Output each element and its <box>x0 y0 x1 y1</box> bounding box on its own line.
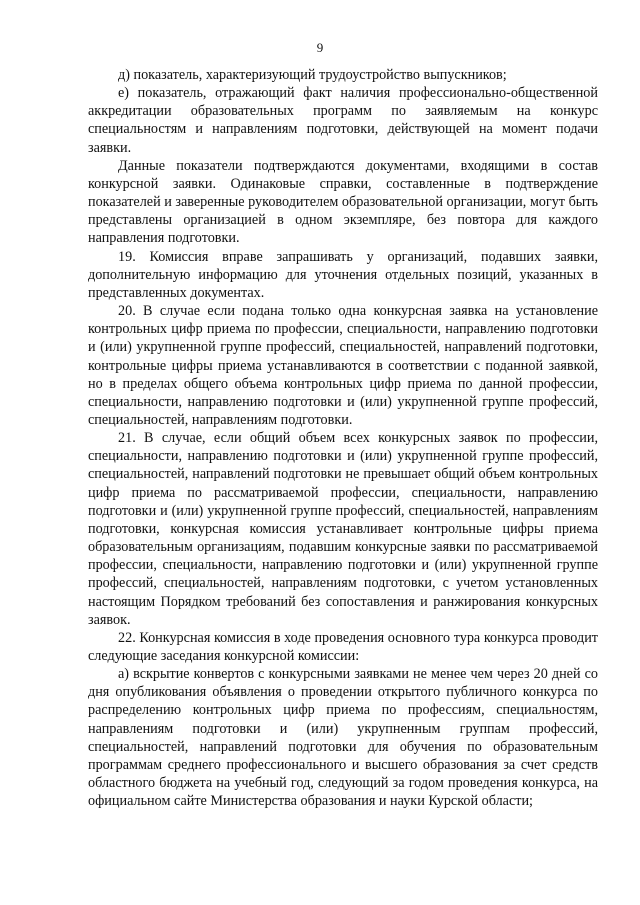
paragraph-item-e: е) показатель, отражающий факт наличия профессионально-общественной аккредитации образовательных программ по заявляемым на конкурс специальностям и направлениям подготовки, действующей на момент подачи заявки. <box>88 85 598 156</box>
paragraph-item-d: д) показатель, характеризующий трудоустройство выпускников; <box>118 67 507 83</box>
paragraph-clause-22: 22. Конкурсная комиссия в ходе проведения основного тура конкурса проводит следующие заседания конкурсной комиссии: <box>88 629 598 664</box>
paragraph-clause-19: 19. Комиссия вправе запрашивать у организаций, подавших заявки, дополнительную информацию для уточнения отдельных позиций, указанных в представленных документах. <box>88 248 598 301</box>
paragraph-clause-20: 20. В случае если подана только одна конкурсная заявка на установление контрольных цифр приема по профессии, специальности, направлению подготовки и (или) укрупненной группе профессий, специальностей, направлений подготовки, контрольные цифры приема устанавливаются в соответствии с поданной заявкой, но в пределах общего объема контрольных цифр приема по данной профессии, специальности, направлению подготовки и (или) укрупненной группе профессий, специальностей, направлениям подготовки. <box>88 303 598 428</box>
paragraph-indicators-confirmation: Данные показатели подтверждаются документами, входящими в состав конкурсной заявки. Одинаковые справки, составленные в подтверждение показателей и заверенные руководителем образовательной организации, могут быть представлены организацией в одном экземпляре, без повтора для каждого направления подготовки. <box>88 157 598 247</box>
page-number: 9 <box>316 40 324 55</box>
paragraph-clause-22-a: а) вскрытие конвертов с конкурсными заявками не менее чем через 20 дней со дня опубликования объявления о проведении открытого публичного конкурса по распределению контрольных цифр приема по профессиям, специальностям, направлениям подготовки и (или) укрупненным группам профессий, специальностей, направлений подготовки для обучения по образовательным программам среднего профессионального и высшего образования за счет средств областного бюджета на учебный год, следующий за годом проведения конкурса, на официальном сайте Министерства образования и науки Курской области; <box>88 666 598 810</box>
document-body <box>88 66 598 810</box>
paragraph-clause-21: 21. В случае, если общий объем всех конкурсных заявок по профессии, специальности, направлению подготовки и (или) укрупненной группе профессий, специальностей, направлений подготовки не превышает общий объем контрольных цифр приема по рассматриваемой профессии, специальности, направлению подготовки и (или) укрупненной группе профессий, специальностей, направлениям подготовки, конкурсная комиссия устанавливает контрольные цифры приема образовательным организациям, подавшим конкурсные заявки по рассматриваемой профессии, специальности, направлению подготовки и (или) укрупненной группе профессий, специальностей, направлениям подготовки, с учетом установленных настоящим Порядком требований без сопоставления и ранжирования конкурсных заявок. <box>88 430 598 628</box>
